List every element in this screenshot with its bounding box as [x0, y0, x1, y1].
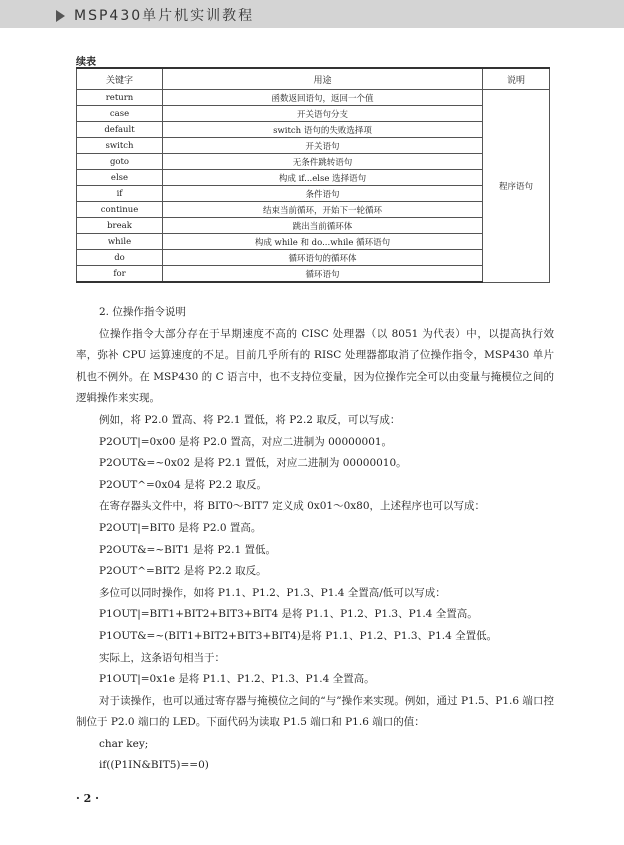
paragraph: 对于读操作，也可以通过寄存器与掩模位之间的“与”操作来实现。例如，通过 P1.5、P1.6 端口控制位于 P2.0 端口的 LED。下面代码为读取 P1.5 端口和 P1.6 端口的值： [76, 694, 554, 729]
column-header-keyword: 关键字 [77, 68, 163, 90]
code-line: if((P1IN&BIT5)==0) [99, 759, 209, 772]
keyword-cell: else [77, 170, 163, 186]
table-caption: 续表 [76, 57, 96, 68]
usage-cell: 循环语句的循环体 [163, 250, 483, 266]
usage-cell: 函数返回语句，返回一个值 [163, 90, 483, 106]
usage-cell: 开关语句分支 [163, 106, 483, 122]
usage-cell: 开关语句 [163, 138, 483, 154]
keyword-table [76, 67, 550, 283]
text-line: 在寄存器头文件中，将 BIT0～BIT7 定义成 0x01～0x80，上述程序也可以写成： [99, 500, 486, 513]
section-heading: 2. 位操作指令说明 [99, 306, 186, 318]
keyword-cell: do [77, 250, 163, 266]
usage-cell: 跳出当前循环体 [163, 218, 483, 234]
table-row [77, 154, 550, 170]
table-row [77, 106, 550, 122]
table-row [77, 122, 550, 138]
page-header [0, 0, 624, 28]
text-line: P2OUT|=BIT0 是将 P2.0 置高。 [99, 521, 262, 534]
usage-cell: 构成 if...else 选择语句 [163, 170, 483, 186]
keyword-cell: for [77, 266, 163, 283]
usage-cell: 构成 while 和 do...while 循环语句 [163, 234, 483, 250]
table-row [77, 138, 550, 154]
keyword-cell: return [77, 90, 163, 106]
usage-cell: switch 语句的失败选择项 [163, 122, 483, 138]
keyword-cell: case [77, 106, 163, 122]
table-row [77, 170, 550, 186]
column-header-note: 说明 [483, 68, 550, 90]
usage-cell: 条件语句 [163, 186, 483, 202]
book-title: MSP430单片机实训教程 [74, 8, 255, 24]
text-line: P1OUT|=BIT1+BIT2+BIT3+BIT4 是将 P1.1、P1.2、P1.3、P1.4 全置高。 [99, 608, 478, 621]
text-line: P2OUT&=~BIT1 是将 P2.1 置低。 [99, 543, 276, 556]
table-row [77, 266, 550, 283]
usage-cell: 结束当前循环，开始下一轮循环 [163, 202, 483, 218]
table-row [77, 202, 550, 218]
table-row [77, 90, 550, 106]
keyword-cell: while [77, 234, 163, 250]
text-line: P2OUT|=0x00 是将 P2.0 置高，对应二进制为 00000001。 [99, 435, 393, 448]
keyword-cell: if [77, 186, 163, 202]
page-number: · 2 · [76, 792, 99, 805]
triangle-marker-icon [56, 10, 65, 22]
usage-cell: 无条件跳转语句 [163, 154, 483, 170]
text-line: 例如，将 P2.0 置高、将 P2.1 置低，将 P2.2 取反，可以写成： [99, 413, 401, 426]
table-row [77, 186, 550, 202]
text-line: P2OUT&=~0x02 是将 P2.1 置低，对应二进制为 00000010。 [99, 457, 407, 470]
text-line: P2OUT^=BIT2 是将 P2.2 取反。 [99, 565, 267, 578]
table-row [77, 218, 550, 234]
keyword-cell: continue [77, 202, 163, 218]
keyword-cell: goto [77, 154, 163, 170]
group-note-cell: 程序语句 [483, 90, 550, 283]
code-line: char key; [99, 737, 149, 750]
body-text [76, 302, 554, 777]
text-line: P2OUT^=0x04 是将 P2.2 取反。 [99, 478, 268, 491]
usage-cell: 循环语句 [163, 266, 483, 283]
keyword-cell: default [77, 122, 163, 138]
table-row [77, 250, 550, 266]
table-row [77, 234, 550, 250]
keyword-cell: switch [77, 138, 163, 154]
keyword-cell: break [77, 218, 163, 234]
paragraph: 位操作指令大部分存在于早期速度不高的 CISC 处理器（以 8051 为代表）中，以提高执行效率，弥补 CPU 运算速度的不足。目前几乎所有的 RISC 处理器都取消了位操作指令，MSP430 单片机也不例外。在 MSP430 的 C 语言中，也不支持位变量，因为位操作完全可以由变量与掩模位之间的逻辑操作来实现。 [76, 327, 554, 405]
text-line: P1OUT&=~(BIT1+BIT2+BIT3+BIT4)是将 P1.1、P1.2、P1.3、P1.4 全置低。 [99, 629, 498, 642]
text-line: 实际上，这条语句相当于： [99, 651, 225, 664]
column-header-usage: 用途 [163, 68, 483, 90]
text-line: 多位可以同时操作，如将 P1.1、P1.2、P1.3、P1.4 全置高/低可以写成： [99, 586, 446, 599]
text-line: P1OUT|=0x1e 是将 P1.1、P1.2、P1.3、P1.4 全置高。 [99, 673, 375, 686]
